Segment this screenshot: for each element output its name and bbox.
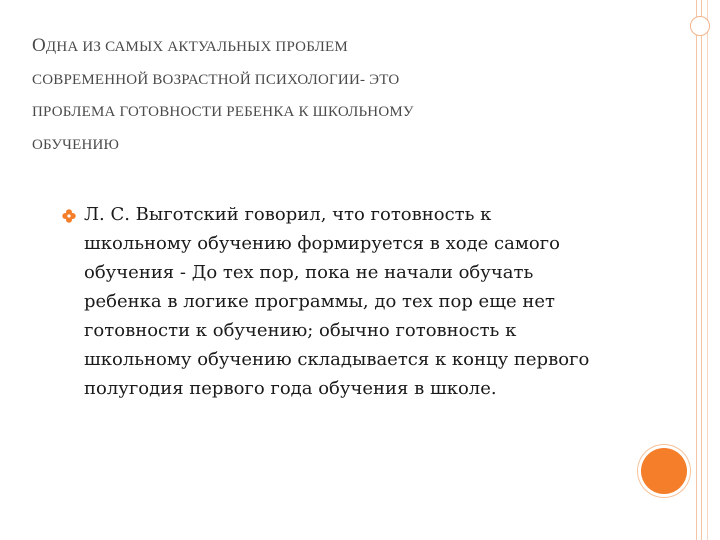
flower-bullet-icon [62, 209, 76, 223]
decorative-rule [701, 0, 702, 540]
decorative-circle-outline [690, 16, 710, 36]
title-initial-capital: О [32, 35, 46, 56]
bullet-text: Л. С. Выготский говорил, что готовность к школьному обучению формируется в ходе самого обучения - До тех пор, пока не начали обучать ребенка в логике программы, до тех пор еще нет готовности к обучению; обычно готовность к школьному обучению складывается к концу первого полугодия первого года обучения в школе. [84, 204, 590, 399]
title-line-2: СОВРЕМЕННОЙ ВОЗРАСТНОЙ ПСИХОЛОГИИ- ЭТО [32, 71, 400, 88]
title-line-1-rest: ДНА ИЗ САМЫХ АКТУАЛЬНЫХ ПРОБЛЕМ [45, 39, 348, 55]
title-line-1 [32, 30, 672, 64]
decorative-rule [696, 0, 697, 540]
decorative-rule [707, 0, 708, 540]
slide-title [32, 30, 672, 161]
decorative-circle-orange [641, 448, 687, 494]
bullet-item [62, 200, 602, 403]
title-line-4: ОБУЧЕНИЮ [32, 136, 120, 153]
title-line-3: ПРОБЛЕМА ГОТОВНОСТИ РЕБЕНКА К ШКОЛЬНОМУ [32, 104, 414, 120]
